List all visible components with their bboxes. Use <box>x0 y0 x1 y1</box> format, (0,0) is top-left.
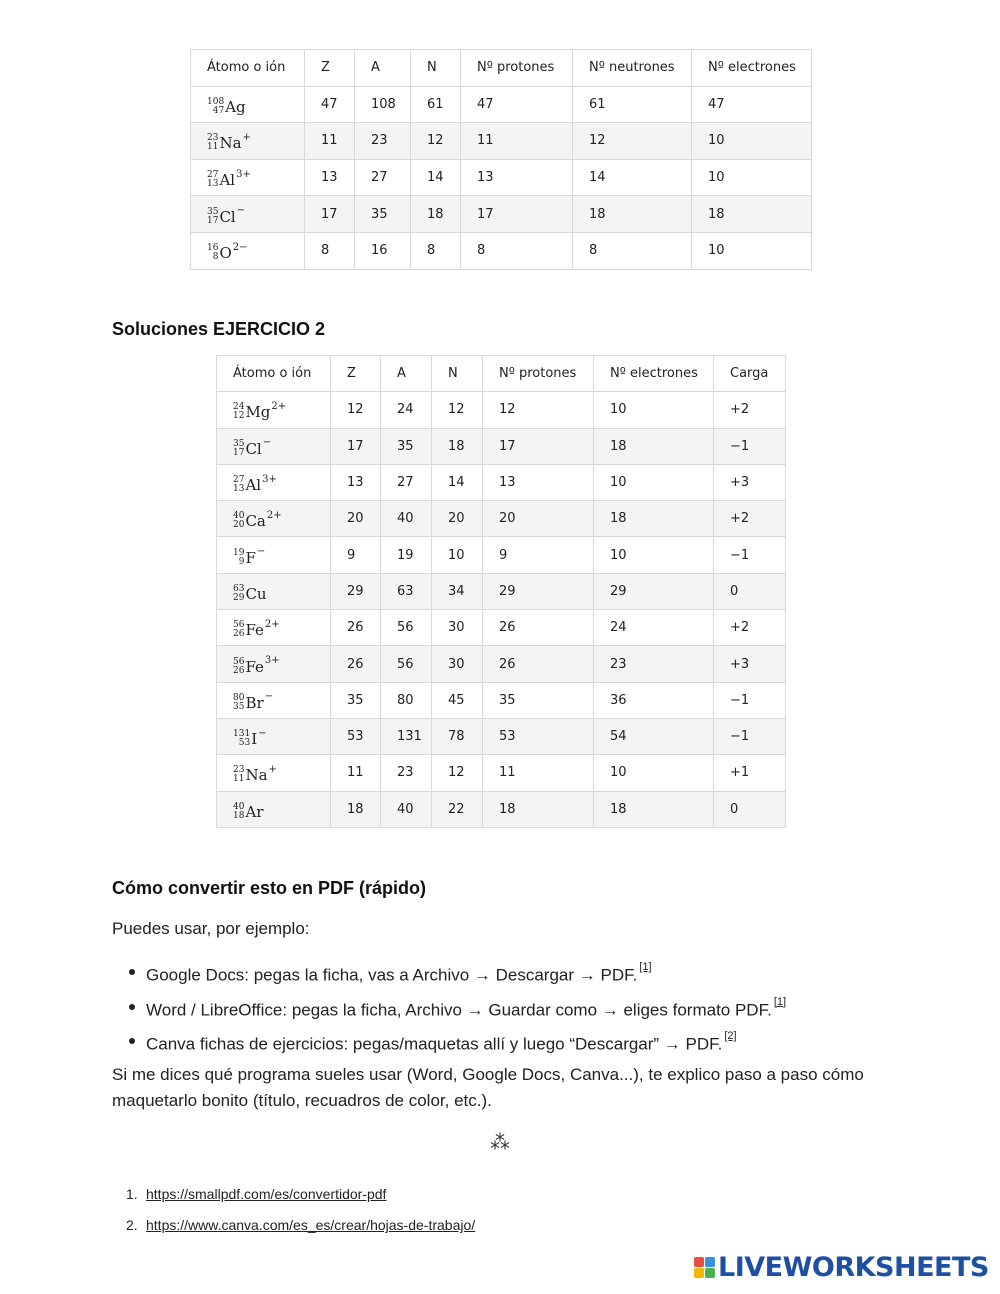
table-cell: 14 <box>411 159 461 196</box>
atomic-number: 11 <box>207 142 219 153</box>
element-symbol: Mg <box>245 403 271 422</box>
column-header: Nº electrones <box>692 50 812 87</box>
table-cell: 61 <box>573 86 692 123</box>
ion-charge: − <box>236 205 246 217</box>
ion-charge: 3+ <box>262 473 277 485</box>
table-header-row <box>191 50 812 87</box>
isotope-cell <box>191 123 305 160</box>
element-symbol: I <box>251 730 258 749</box>
tips-list <box>146 958 786 1062</box>
isotope-numbers <box>233 766 244 784</box>
isotope-notation <box>233 509 282 531</box>
table-cell: 108 <box>355 86 411 123</box>
table-cell: 35 <box>355 196 411 233</box>
list-item-text: Word / LibreOffice: pegas la ficha, Archivo → Guardar como → eliges formato PDF. <box>146 1000 772 1020</box>
element-symbol: Al <box>245 476 262 495</box>
isotope-numbers <box>233 549 244 567</box>
table-cell: 10 <box>594 537 714 573</box>
mass-number: 23 <box>233 765 245 776</box>
isotope-cell <box>217 573 331 609</box>
table-cell: 17 <box>331 428 381 464</box>
element-symbol: Na <box>245 766 268 785</box>
mass-number: 27 <box>207 170 219 181</box>
table-cell: 11 <box>305 123 355 160</box>
atomic-number: 26 <box>233 629 245 640</box>
reference-item <box>126 1214 475 1245</box>
table-cell: 17 <box>305 196 355 233</box>
table-cell: −1 <box>714 682 786 718</box>
element-symbol: Cl <box>245 439 262 458</box>
table-row <box>217 646 786 682</box>
element-symbol: Ag <box>225 97 246 116</box>
ion-charge: 2+ <box>271 400 287 412</box>
atomic-number: 35 <box>233 701 245 712</box>
isotope-notation <box>233 803 264 821</box>
column-header: N <box>411 50 461 87</box>
isotope-notation <box>207 241 248 263</box>
ion-charge: 2− <box>232 241 248 253</box>
table-cell: 11 <box>461 123 573 160</box>
table-cell: 47 <box>305 86 355 123</box>
isotope-notation <box>233 763 277 785</box>
element-symbol: O <box>219 244 232 263</box>
mass-number: 108 <box>207 96 225 107</box>
isotope-numbers <box>233 512 244 530</box>
table-cell: 11 <box>331 755 381 791</box>
table-cell: 12 <box>432 392 483 428</box>
mass-number: 35 <box>233 438 245 449</box>
table-cell: 12 <box>432 755 483 791</box>
isotope-numbers <box>233 658 244 676</box>
table-cell: 47 <box>461 86 573 123</box>
table-cell: 29 <box>483 573 594 609</box>
table-cell: 13 <box>331 464 381 500</box>
table-header-row <box>217 356 786 392</box>
mass-number: 24 <box>233 402 245 413</box>
reference-number: 1. <box>126 1186 138 1202</box>
isotope-numbers <box>233 803 244 821</box>
isotope-notation <box>233 585 268 603</box>
references-list <box>126 1183 475 1245</box>
outro-text: Si me dices qué programa sueles usar (Word, Google Docs, Canva...), te explico paso a paso cómo maquetarlo bonito (título, recuadros de color, etc.). <box>112 1065 864 1110</box>
isotope-notation <box>207 205 246 226</box>
element-symbol: Al <box>219 171 236 190</box>
element-symbol: Ar <box>245 802 264 821</box>
atomic-number: 12 <box>233 411 245 422</box>
mass-number: 40 <box>233 801 245 812</box>
table-cell: 80 <box>381 682 432 718</box>
table-cell: 40 <box>381 501 432 537</box>
isotope-notation <box>207 168 251 190</box>
liveworksheets-logo <box>694 1252 989 1283</box>
table-cell: 78 <box>432 718 483 754</box>
footnote-link[interactable]: [2] <box>724 1030 737 1042</box>
table-cell: 26 <box>331 646 381 682</box>
table-cell: 10 <box>594 464 714 500</box>
isotope-cell <box>217 537 331 573</box>
table-cell: 23 <box>355 123 411 160</box>
table-row <box>191 196 812 233</box>
isotope-notation <box>207 131 251 153</box>
ion-charge: + <box>242 131 251 143</box>
table-row <box>217 682 786 718</box>
list-item-text: Canva fichas de ejercicios: pegas/maquetas allí y luego “Descargar” → PDF. <box>146 1034 723 1054</box>
isotope-cell <box>217 392 331 428</box>
table-cell: 53 <box>331 718 381 754</box>
table-cell: 45 <box>432 682 483 718</box>
column-header: Átomo o ión <box>217 356 331 392</box>
ion-charge: 3+ <box>236 168 251 180</box>
table-cell: 56 <box>381 610 432 646</box>
table-row <box>217 392 786 428</box>
table-cell: 18 <box>331 791 381 827</box>
isotope-cell <box>217 610 331 646</box>
element-symbol: F <box>245 548 256 567</box>
atomic-number: 9 <box>238 556 245 567</box>
isotope-cell <box>191 159 305 196</box>
isotope-notation <box>233 727 267 749</box>
column-header: Átomo o ión <box>191 50 305 87</box>
list-item <box>146 958 786 993</box>
table-cell: 14 <box>573 159 692 196</box>
mass-number: 19 <box>233 547 245 558</box>
ion-charge: + <box>268 763 277 775</box>
table-row <box>217 755 786 791</box>
isotope-notation <box>233 618 280 640</box>
table-cell: 53 <box>483 718 594 754</box>
table-cell: 8 <box>573 232 692 269</box>
table-cell: 24 <box>594 610 714 646</box>
table-cell: 40 <box>381 791 432 827</box>
isotope-cell <box>217 428 331 464</box>
table-cell: 54 <box>594 718 714 754</box>
isotope-cell <box>191 86 305 123</box>
table-cell: 36 <box>594 682 714 718</box>
table-cell: 18 <box>573 196 692 233</box>
list-item-text: Google Docs: pegas la ficha, vas a Archivo → Descargar → PDF. <box>146 965 638 985</box>
table-row <box>217 718 786 754</box>
table-cell: 10 <box>594 755 714 791</box>
isotope-cell <box>217 464 331 500</box>
element-symbol: Ca <box>245 512 266 531</box>
table-row <box>217 791 786 827</box>
table-row <box>217 464 786 500</box>
column-header: Nº protones <box>461 50 573 87</box>
atomic-number: 26 <box>233 665 245 676</box>
isotope-numbers <box>233 403 244 421</box>
isotope-notation <box>233 546 266 567</box>
list-item <box>146 1027 786 1062</box>
reference-item <box>126 1183 475 1214</box>
isotope-numbers <box>233 621 244 639</box>
table-cell: 27 <box>355 159 411 196</box>
element-symbol: Cl <box>219 207 236 226</box>
table-cell: −1 <box>714 537 786 573</box>
atomic-number: 17 <box>207 215 219 226</box>
isotope-numbers <box>233 694 244 712</box>
isotope-table-2 <box>216 355 786 828</box>
isotope-notation <box>233 691 274 712</box>
mass-number: 56 <box>233 656 245 667</box>
cube-icon <box>694 1257 715 1278</box>
table-cell: 8 <box>411 232 461 269</box>
isotope-numbers <box>207 171 218 189</box>
isotope-numbers <box>233 440 244 458</box>
table-cell: 17 <box>483 428 594 464</box>
section-divider: ⁂ <box>490 1132 510 1154</box>
isotope-notation <box>233 437 272 458</box>
table-cell: +1 <box>714 755 786 791</box>
table-cell: +3 <box>714 646 786 682</box>
element-symbol: Na <box>219 134 242 153</box>
table-cell: 30 <box>432 646 483 682</box>
table-row <box>217 537 786 573</box>
element-symbol: Fe <box>245 657 264 676</box>
atomic-number: 20 <box>233 520 245 531</box>
table-cell: 0 <box>714 573 786 609</box>
isotope-numbers <box>233 585 244 603</box>
table-cell: 26 <box>331 610 381 646</box>
mass-number: 131 <box>233 729 251 740</box>
ion-charge: − <box>262 437 272 449</box>
table-cell: 35 <box>331 682 381 718</box>
table-cell: 56 <box>381 646 432 682</box>
column-header: Nº neutrones <box>573 50 692 87</box>
column-header: Carga <box>714 356 786 392</box>
table-cell: +2 <box>714 501 786 537</box>
mass-number: 63 <box>233 583 245 594</box>
atomic-number: 18 <box>233 810 245 821</box>
ion-charge: − <box>264 691 274 703</box>
isotope-numbers <box>207 98 224 116</box>
isotope-table-1 <box>190 49 812 270</box>
column-header: Z <box>305 50 355 87</box>
isotope-cell <box>217 501 331 537</box>
table-cell: 18 <box>594 791 714 827</box>
table-cell: 18 <box>594 428 714 464</box>
table-cell: 47 <box>692 86 812 123</box>
table-cell: 26 <box>483 646 594 682</box>
section-heading-pdf: Cómo convertir esto en PDF (rápido) <box>112 878 427 898</box>
isotope-cell <box>217 718 331 754</box>
table-cell: 14 <box>432 464 483 500</box>
table-cell: 24 <box>381 392 432 428</box>
table-cell: 12 <box>331 392 381 428</box>
atomic-number: 13 <box>233 484 245 495</box>
atomic-number: 17 <box>233 447 245 458</box>
table-row <box>191 232 812 269</box>
table-cell: 22 <box>432 791 483 827</box>
intro-text: Puedes usar, por ejemplo: <box>112 919 310 938</box>
isotope-notation <box>207 98 247 116</box>
table-cell: 29 <box>594 573 714 609</box>
table-cell: 131 <box>381 718 432 754</box>
isotope-numbers <box>233 476 244 494</box>
logo-text: LIVEWORKSHEETS <box>718 1252 989 1283</box>
table-cell: 10 <box>692 123 812 160</box>
table-cell: 19 <box>381 537 432 573</box>
table-cell: 10 <box>692 232 812 269</box>
table-cell: 18 <box>594 501 714 537</box>
table-cell: 12 <box>411 123 461 160</box>
isotope-cell <box>191 196 305 233</box>
footnote-link[interactable]: [1] <box>639 961 652 973</box>
table-cell: 12 <box>573 123 692 160</box>
list-item <box>146 993 786 1028</box>
atomic-number: 11 <box>233 774 245 785</box>
atomic-number: 47 <box>212 105 225 116</box>
column-header: A <box>381 356 432 392</box>
table-cell: −1 <box>714 428 786 464</box>
isotope-cell <box>217 682 331 718</box>
table-cell: 23 <box>381 755 432 791</box>
table-row <box>191 86 812 123</box>
table-row <box>191 159 812 196</box>
table-cell: 63 <box>381 573 432 609</box>
table-row <box>217 573 786 609</box>
table-cell: 18 <box>692 196 812 233</box>
table-cell: 8 <box>305 232 355 269</box>
isotope-numbers <box>207 134 218 152</box>
column-header: Nº protones <box>483 356 594 392</box>
table-cell: 18 <box>432 428 483 464</box>
table-cell: 13 <box>483 464 594 500</box>
mass-number: 23 <box>207 133 219 144</box>
reference-number: 2. <box>126 1217 138 1233</box>
isotope-cell <box>217 755 331 791</box>
table-cell: 0 <box>714 791 786 827</box>
mass-number: 35 <box>207 206 219 217</box>
table-cell: 12 <box>483 392 594 428</box>
table-cell: 20 <box>483 501 594 537</box>
column-header: A <box>355 50 411 87</box>
table-cell: 9 <box>331 537 381 573</box>
atomic-number: 29 <box>233 592 245 603</box>
table-row <box>217 501 786 537</box>
mass-number: 16 <box>207 243 219 254</box>
table-row <box>217 428 786 464</box>
ion-charge: 2+ <box>264 618 280 630</box>
isotope-notation <box>233 655 280 676</box>
table-row <box>191 123 812 160</box>
table-cell: 10 <box>432 537 483 573</box>
isotope-cell <box>217 791 331 827</box>
mass-number: 56 <box>233 620 245 631</box>
reference-link[interactable]: https://smallpdf.com/es/convertidor-pdf <box>146 1186 387 1202</box>
column-header: N <box>432 356 483 392</box>
ion-charge: 2+ <box>266 509 282 521</box>
table-cell: +2 <box>714 392 786 428</box>
table-cell: 17 <box>461 196 573 233</box>
isotope-notation <box>233 400 287 422</box>
table-cell: 61 <box>411 86 461 123</box>
element-symbol: Cu <box>245 584 267 603</box>
table-cell: 30 <box>432 610 483 646</box>
table-cell: 8 <box>461 232 573 269</box>
table-cell: 16 <box>355 232 411 269</box>
column-header: Nº electrones <box>594 356 714 392</box>
element-symbol: Br <box>245 693 264 712</box>
table-cell: +3 <box>714 464 786 500</box>
table-cell: 10 <box>692 159 812 196</box>
table-cell: 11 <box>483 755 594 791</box>
table-cell: 10 <box>594 392 714 428</box>
footnote-link[interactable]: [1] <box>773 995 787 1008</box>
isotope-notation <box>233 473 277 495</box>
table-cell: 18 <box>411 196 461 233</box>
isotope-cell <box>217 646 331 682</box>
table-cell: 18 <box>483 791 594 827</box>
table-row <box>217 610 786 646</box>
element-symbol: Fe <box>245 621 264 640</box>
mass-number: 80 <box>233 692 245 703</box>
table-cell: +2 <box>714 610 786 646</box>
mass-number: 27 <box>233 475 245 486</box>
atomic-number: 13 <box>207 179 219 190</box>
atomic-number: 53 <box>238 738 251 749</box>
table-cell: 13 <box>305 159 355 196</box>
table-cell: 35 <box>381 428 432 464</box>
table-cell: 29 <box>331 573 381 609</box>
ion-charge: − <box>256 546 266 558</box>
isotope-numbers <box>233 730 250 748</box>
table-cell: 35 <box>483 682 594 718</box>
table-cell: 20 <box>432 501 483 537</box>
reference-link[interactable]: https://www.canva.com/es_es/crear/hojas-de-trabajo/ <box>146 1217 476 1233</box>
isotope-numbers <box>207 244 218 262</box>
atomic-number: 8 <box>212 252 219 263</box>
isotope-cell <box>191 232 305 269</box>
table-cell: 34 <box>432 573 483 609</box>
table-cell: 9 <box>483 537 594 573</box>
table-cell: 20 <box>331 501 381 537</box>
table-cell: −1 <box>714 718 786 754</box>
table-cell: 26 <box>483 610 594 646</box>
column-header: Z <box>331 356 381 392</box>
table-cell: 27 <box>381 464 432 500</box>
table-cell: 13 <box>461 159 573 196</box>
section-heading-ejercicio-2: Soluciones EJERCICIO 2 <box>112 319 326 339</box>
ion-charge: 3+ <box>264 655 280 667</box>
isotope-numbers <box>207 208 218 226</box>
mass-number: 40 <box>233 511 245 522</box>
ion-charge: − <box>258 727 267 739</box>
table-cell: 23 <box>594 646 714 682</box>
